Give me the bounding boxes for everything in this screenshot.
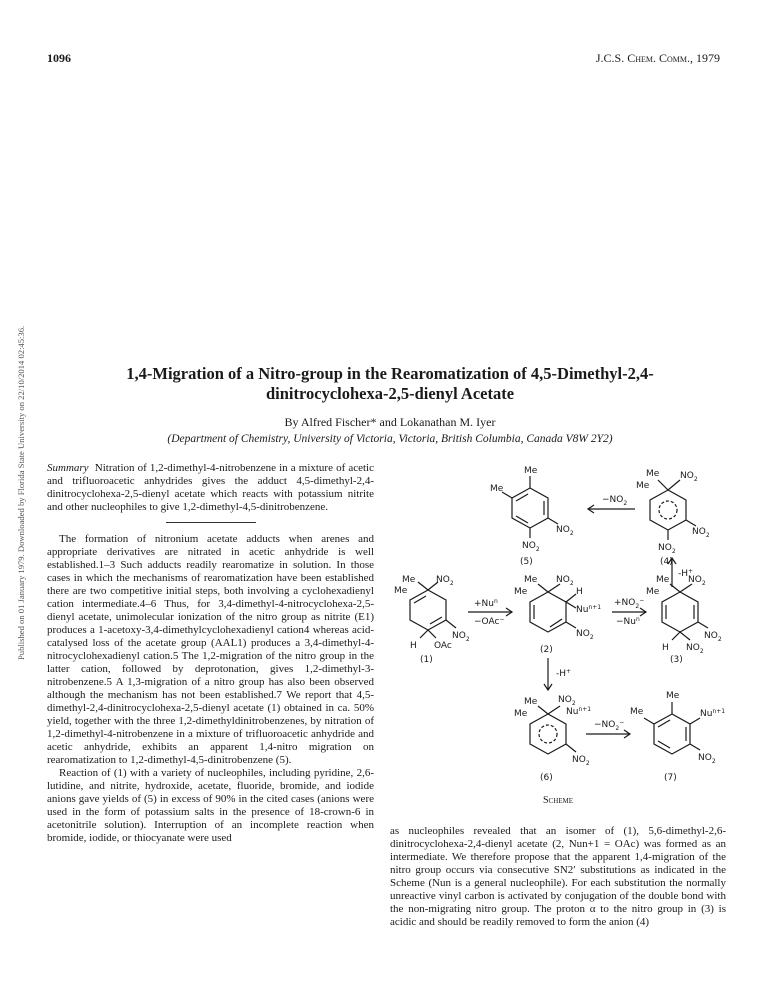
byline: By Alfred Fischer* and Lokanathan M. Iyer — [284, 415, 496, 429]
c6-me-1: Me — [524, 697, 538, 707]
download-watermark — [2, 140, 26, 660]
right-column — [390, 825, 726, 929]
c3-no2-right: $NO_2$ — [704, 631, 722, 643]
label-4: (4) — [660, 557, 673, 567]
body-paragraph-1: The formation of nitronium acetate adducts when arenes and appropriate derivatives are nitrated in acetic anhydride is well established.1–3 Such adducts readily rearomatize in solution. In those cases in which the mechanisms of rearomatization have been established there are two competitive initial steps, both involving a cyclohexadienyl cation intermediate.4–6 Thus, for 3,4-dimethyl-4-nitrocyclohexa-2,5-dienyl acetate, unimolecular ionization of the nitro group as nitrite (E1) produces a 1-acetoxy-3,4-dimethylcyclohexadienyl cation4 whereas acid-catalysed loss of the acetate group (AAL1) produces a 3,4-dimethyl-4-nitrocyclohexadienyl cation.5 The 1,2-migration of the nitro group in the latter cation, followed by deprotonation, gives 1,2-dimethyl-3-nitrobenzene.5 A 1,3-migration of a nitro group has also been observed although the mechanism has not been established.7 We report that 4,5-dimethyl-2,4-dinitrocyclohexa-2,5-dienyl acetate (1) obtained in ca. 50% yield, together with the three 1,2-dimethyldinitrobenzenes, by nitration of 1,2-dimethyl-4-nitrobenzene in a mixture of trifluoroacetic anhydride and acetic anhydride, exhibits an apparent 1,4-nitro migration on rearomatization to 1,2-dimethyl-4,5-dinitrobenzene (5). — [47, 533, 374, 766]
left-column — [47, 462, 374, 845]
c1-no2-right: $NO_2$ — [452, 631, 470, 643]
c5-no2-bottom: $NO_2$ — [522, 541, 540, 553]
arrow-45-label: $-NO_2$ — [602, 495, 628, 507]
arrow-67-label: $-NO_2^-$ — [594, 719, 625, 732]
label-5: (5) — [520, 557, 533, 567]
c7-me-left: Me — [630, 707, 644, 717]
c1-me-2: Me — [394, 586, 408, 596]
c2-h: H — [576, 587, 583, 597]
summary-divider — [166, 522, 256, 523]
c7-nu: $Nu^{n+1}$ — [700, 708, 726, 719]
arrow-12-top: $+Nu^n$ — [474, 598, 498, 609]
label-6: (6) — [540, 773, 553, 783]
c4-no2-bottom: $NO_2$ — [658, 543, 676, 555]
c4-me-2: Me — [636, 481, 650, 491]
summary-label: Summary — [47, 462, 89, 474]
c1-no2-top: $NO_2$ — [436, 575, 454, 587]
c6-nu: $Nu^{n+1}$ — [566, 706, 592, 717]
c6-me-2: Me — [514, 709, 528, 719]
label-3: (3) — [670, 655, 683, 665]
arrow-26-label: -H+ — [556, 668, 572, 679]
c6-no2: $NO_2$ — [558, 695, 576, 707]
c3-no2-top: $NO_2$ — [688, 575, 706, 587]
journal-header: J.C.S. Chem. Comm., 1979 — [595, 51, 720, 65]
c1-me-1: Me — [402, 575, 416, 585]
c2-no2-top: $NO_2$ — [556, 575, 574, 587]
title-line-1: 1,4-Migration of a Nitro-group in the Rearomatization of 4,5-Dimethyl-2,4- — [126, 364, 654, 383]
c6-no2-bottom: $NO_2$ — [572, 755, 590, 767]
watermark-text: Published on 01 January 1979. Downloaded by Florida State University on 22/10/2014 02:45:36. — [16, 325, 26, 660]
scheme-caption: Scheme — [542, 795, 574, 806]
reaction-scheme — [390, 462, 726, 792]
c3-h: H — [662, 643, 669, 653]
c2-no2-bottom: $NO_2$ — [576, 629, 594, 641]
summary-text: Nitration of 1,2-dimethyl-4-nitrobenzene in a mixture of acetic and trifluoroacetic anhydrides gives the adduct 4,5-dimethyl-2,4-dinitrocyclohexa-2,5-dienyl acetate which reacts with potassium nitrite and other nucleophiles to give 1,2-dimethyl-4,5-dinitrobenzene. — [47, 462, 374, 513]
c2-nu: $Nu^{n+1}$ — [576, 604, 602, 615]
article-title — [60, 364, 720, 404]
ring-2 — [530, 592, 566, 632]
ring-7 — [654, 714, 690, 754]
label-1: (1) — [420, 655, 433, 665]
affiliation: (Department of Chemistry, University of Victoria, Victoria, British Columbia, Canada V8W 2Y2) — [167, 433, 613, 445]
c1-h: H — [410, 641, 417, 651]
c4-no2-top: $NO_2$ — [680, 471, 698, 483]
body-paragraph-3: as nucleophiles revealed that an isomer of (1), 5,6-dimethyl-2,6-dinitrocyclohexa-2,4-dienyl acetate (2, Nun+1 = OAc) was formed as an intermediate. We therefore propose that the apparent 1,4-migration of the nitro group occurs via consecutive SN2′ substitutions as indicated in the Scheme (Nun is a general nucleophile). For each substitution the normally unreactive vinyl carbon is activated by conjugation of the double bond with the non-migrating nitro group. The proton α to the nitro group in (3) is acidic and should be readily removed to form the anion (4) — [390, 825, 726, 928]
page-number: 1096 — [47, 51, 71, 65]
c3-me-2: Me — [646, 587, 660, 597]
summary-block — [47, 462, 374, 514]
arrow-12-bottom: −OAc− — [474, 616, 505, 627]
c5-no2-right: $NO_2$ — [556, 525, 574, 537]
arrow-34-label: -H+ — [678, 568, 694, 579]
body-paragraph-2: Reaction of (1) with a variety of nucleophiles, including pyridine, 2,6-lutidine, and nitrite, hydroxide, acetate, fluoride, bromide, and iodide anions gave yields of (5) in excess of 90% in the cited cases (anions were used in the form of potassium salts in the presence of 18-crown-6 in acetonitrile solution). Interruption of an incomplete reaction when bromide, iodide, or thiocyanate were used — [47, 767, 374, 844]
c1-oac: OAc — [434, 641, 452, 651]
c3-no2-bottom: $NO_2$ — [686, 643, 704, 655]
arrow-23-top: $+NO_2^-$ — [614, 597, 645, 610]
title-line-2: dinitrocyclohexa-2,5-dienyl Acetate — [265, 384, 515, 403]
c4-no2-right: $NO_2$ — [692, 527, 710, 539]
c2-me-1: Me — [524, 575, 538, 585]
c4-me-1: Me — [646, 469, 660, 479]
c5-me-left: Me — [490, 484, 504, 494]
c5-me-top: Me — [524, 466, 538, 476]
c3-me-1: Me — [656, 575, 670, 585]
c7-no2: $NO_2$ — [698, 753, 716, 765]
ring-5 — [512, 488, 548, 528]
label-7: (7) — [664, 773, 677, 783]
arrow-23-bottom: $-Nu^n$ — [616, 616, 640, 627]
scheme-drawing — [390, 462, 726, 792]
label-2: (2) — [540, 645, 553, 655]
c7-me-top: Me — [666, 691, 680, 701]
ring-1 — [410, 590, 446, 630]
ring-3 — [662, 592, 698, 632]
ring-6 — [530, 714, 566, 754]
ring-4 — [650, 490, 686, 530]
c2-me-2: Me — [514, 587, 528, 597]
